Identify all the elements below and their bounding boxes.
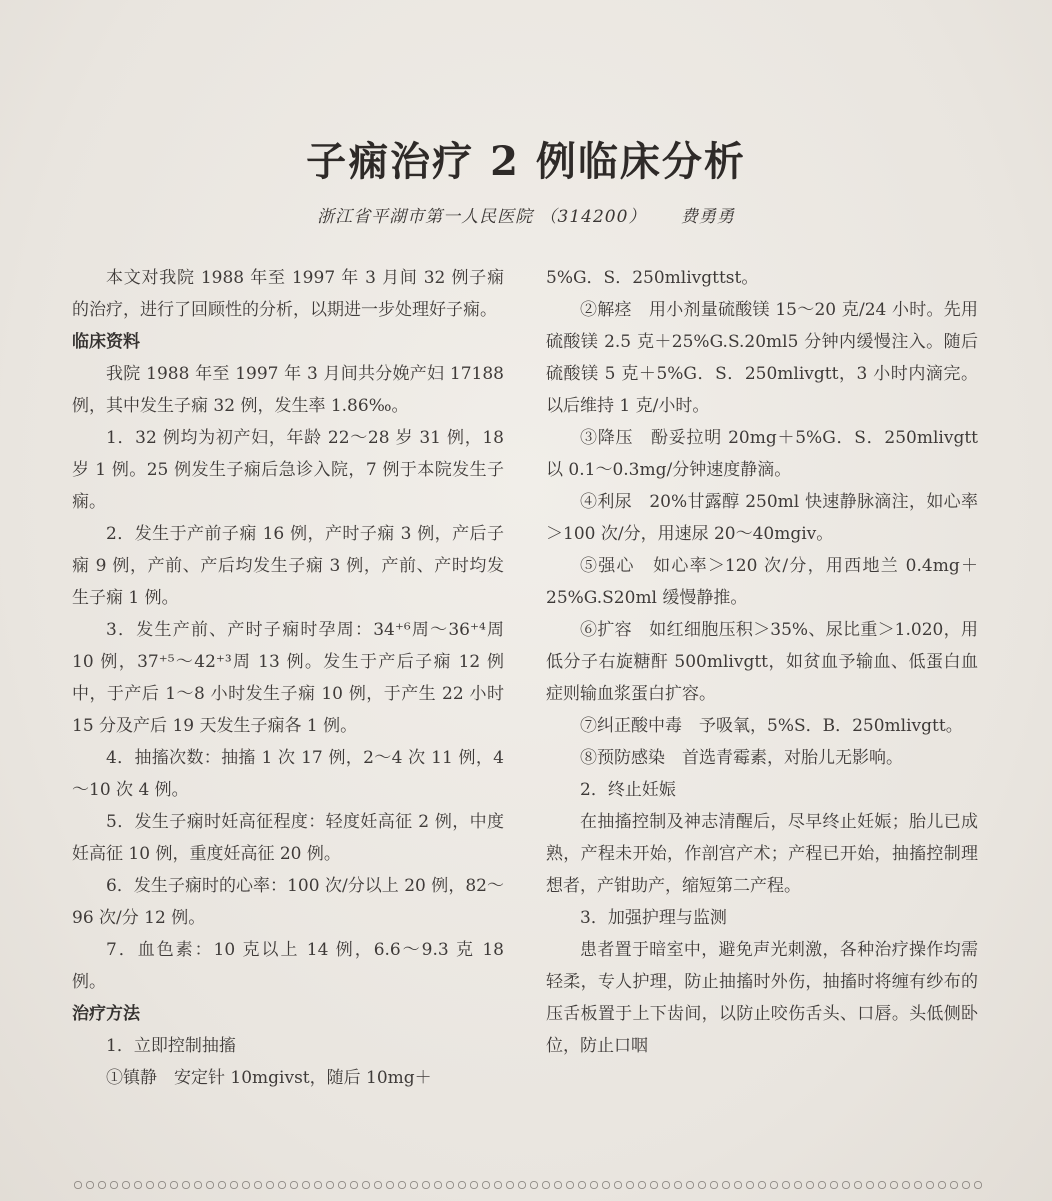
paragraph: ④利尿 20%甘露醇 250ml 快速静脉滴注，如心率＞100 次/分，用速尿 20～40mgiv。 [546,492,978,544]
paragraph: ⑥扩容 如红细胞压积＞35%、尿比重＞1.020，用低分子右旋糖酐 500mlivgtt，如贫血予输血、低蛋白血症则输血浆蛋白扩容。 [546,620,978,704]
paragraph: ⑧预防感染 首选青霉素，对胎儿无影响。 [580,748,903,768]
paragraph: 7．血色素：10 克以上 14 例，6.6～9.3 克 18 例。 [72,940,504,992]
paragraph: ①镇静 安定针 10mgivst，随后 10mg＋ [106,1068,432,1088]
paragraph: ②解痉 用小剂量硫酸镁 15～20 克/24 小时。先用硫酸镁 2.5 克＋25%G.S.20ml5 分钟内缓慢注入。随后硫酸镁 5 克＋5%G．S．250mlivgtt，3 小时内滴完。以后维持 1 克/小时。 [546,300,978,416]
right-column [546,262,978,1062]
decorative-border-rule [72,1180,982,1190]
paragraph: 本文对我院 1988 年至 1997 年 3 月间 32 例子痫的治疗，进行了回顾性的分析，以期进一步处理好子痫。 [72,268,504,320]
paragraph: 我院 1988 年至 1997 年 3 月间共分娩产妇 17188 例，其中发生子痫 32 例，发生率 1.86‰。 [72,364,504,416]
paragraph: 3．加强护理与监测 [580,908,727,928]
author-name: 费勇勇 [680,207,735,227]
paragraph: 5．发生子痫时妊高征程度：轻度妊高征 2 例，中度妊高征 10 例，重度妊高征 20 例。 [72,812,504,864]
paragraph: 5%G．S．250mlivgttst。 [546,268,759,288]
paragraph: 患者置于暗室中，避免声光刺激，各种治疗操作均需轻柔，专人护理，防止抽搐时外伤，抽搐时将缠有纱布的压舌板置于上下齿间，以防止咬伤舌头、口唇。头低侧卧位，防止口咽 [546,940,978,1056]
section-heading: 治疗方法 [72,1004,140,1024]
paragraph: 1．32 例均为初产妇，年龄 22～28 岁 31 例，18 岁 1 例。25 例发生子痫后急诊入院，7 例于本院发生子痫。 [72,428,504,512]
paragraph: 2．发生于产前子痫 16 例，产时子痫 3 例，产后子痫 9 例，产前、产后均发生子痫 3 例，产前、产时均发生子痫 1 例。 [72,524,504,608]
author-institution: 浙江省平湖市第一人民医院 （314200） [317,207,647,227]
paragraph: 3．发生产前、产时子痫时孕周：34⁺⁶周～36⁺⁴周 10 例，37⁺⁵～42⁺³周 13 例。发生于产后子痫 12 例中，于产后 1～8 小时发生子痫 10 例，于产生 22 小时 15 分及产后 19 天发生子痫各 1 例。 [72,620,504,736]
paragraph: 6．发生子痫时的心率：100 次/分以上 20 例，82～96 次/分 12 例。 [72,876,504,928]
article-title: 子痫治疗 2 例临床分析 [306,138,746,185]
paragraph: ⑦纠正酸中毒 予吸氧，5%S．B．250mlivgtt。 [580,716,963,736]
article-byline [0,202,1052,227]
left-column [72,262,504,1094]
paragraph: 在抽搐控制及神志清醒后，尽早终止妊娠；胎儿已成熟，产程未开始，作剖宫产术；产程已开始，抽搐控制理想者，产钳助产，缩短第二产程。 [546,812,978,896]
paragraph: ③降压 酚妥拉明 20mg＋5%G．S．250mlivgtt 以 0.1～0.3mg/分钟速度静滴。 [546,428,978,480]
paragraph: 2．终止妊娠 [580,780,676,800]
paragraph: 1．立即控制抽搐 [106,1036,236,1056]
paragraph: ⑤强心 如心率＞120 次/分，用西地兰 0.4mg＋25%G.S20ml 缓慢静推。 [546,556,978,608]
paragraph: 4．抽搐次数：抽搐 1 次 17 例，2～4 次 11 例，4～10 次 4 例。 [72,748,504,800]
section-heading: 临床资料 [72,332,140,352]
